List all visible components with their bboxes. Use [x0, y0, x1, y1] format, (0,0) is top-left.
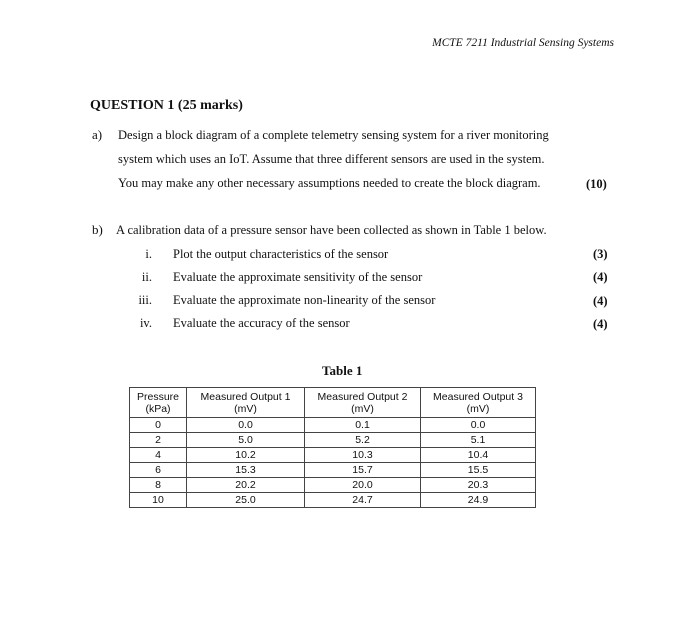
table-title: Table 1 — [322, 363, 363, 378]
part-b-item-text: Evaluate the accuracy of the sensor — [173, 316, 350, 330]
part-b-label: b) — [92, 222, 103, 237]
table-cell: 0.0 — [421, 418, 536, 433]
part-a-line-3: You may make any other necessary assumptions needed to create the block diagram. — [118, 176, 541, 190]
table-cell: 10.3 — [305, 448, 421, 463]
question-label: QUESTION 1 — [90, 98, 175, 113]
table-cell: 0.1 — [305, 418, 421, 433]
part-b-item-marks: (4) — [593, 270, 608, 284]
question-title — [90, 98, 243, 114]
header-line: Pressure — [136, 391, 179, 403]
part-b-item-text: Plot the output characteristics of the sensor — [173, 247, 389, 261]
part-b-intro: A calibration data of a pressure sensor have been collected as shown in Table 1 below. — [116, 223, 547, 237]
table-cell: 25.0 — [187, 493, 305, 508]
part-b-item-marks: (4) — [593, 294, 608, 308]
column-header-output-2 — [305, 388, 421, 418]
table-cell: 4 — [130, 448, 187, 463]
part-b-item-text: Evaluate the approximate sensitivity of the sensor — [173, 270, 423, 284]
table-cell: 5.2 — [305, 433, 421, 448]
table-cell: 0 — [130, 418, 187, 433]
table-cell: 2 — [130, 433, 187, 448]
table-row — [130, 433, 536, 448]
table-cell: 5.1 — [421, 433, 536, 448]
part-b-item-num: iv. — [139, 316, 152, 330]
table-row — [130, 448, 536, 463]
column-header-output-1 — [187, 388, 305, 418]
table-header-row — [130, 388, 536, 418]
table-row — [130, 478, 536, 493]
table-cell: 10.4 — [421, 448, 536, 463]
table-cell: 15.3 — [187, 463, 305, 478]
part-b-item-text: Evaluate the approximate non-linearity of the sensor — [173, 293, 436, 307]
header-unit: (mV) — [234, 403, 257, 415]
part-a-label: a) — [92, 127, 103, 142]
table-cell: 15.7 — [305, 463, 421, 478]
column-header-output-3 — [421, 388, 536, 418]
part-b-item-marks: (3) — [593, 247, 608, 261]
part-b-item-num: i. — [145, 247, 152, 261]
header-unit: (mV) — [466, 403, 490, 415]
table-cell: 20.0 — [305, 478, 421, 493]
header-line: Measured Output 1 — [200, 391, 291, 403]
table-cell: 20.2 — [187, 478, 305, 493]
column-header-pressure — [130, 388, 187, 418]
table-row — [130, 463, 536, 478]
part-a-line-2: system which uses an IoT. Assume that three different sensors are used in the system. — [118, 152, 545, 166]
header-line: Measured Output 2 — [317, 391, 408, 403]
table-row — [130, 493, 536, 508]
table-cell: 24.7 — [305, 493, 421, 508]
header-unit: (kPa) — [145, 403, 171, 415]
table-cell: 8 — [130, 478, 187, 493]
part-a-marks: (10) — [586, 177, 607, 191]
table-cell: 10.2 — [187, 448, 305, 463]
table-cell: 24.9 — [421, 493, 536, 508]
part-b-item-num: ii. — [141, 270, 152, 284]
header-line: Measured Output 3 — [433, 391, 523, 403]
part-a-line-1: Design a block diagram of a complete telemetry sensing system for a river monitoring — [118, 128, 549, 142]
table-cell: 20.3 — [421, 478, 536, 493]
calibration-table — [129, 387, 536, 508]
part-b-item-marks: (4) — [593, 317, 608, 331]
table-row — [130, 418, 536, 433]
question-marks: (25 marks) — [177, 98, 243, 113]
header-unit: (mV) — [351, 403, 374, 415]
table-cell: 0.0 — [187, 418, 305, 433]
course-header: MCTE 7211 Industrial Sensing Systems — [432, 37, 614, 49]
table-cell: 10 — [130, 493, 187, 508]
table-cell: 6 — [130, 463, 187, 478]
table-cell: 15.5 — [421, 463, 536, 478]
part-b-item-num: iii. — [138, 293, 152, 307]
table-cell: 5.0 — [187, 433, 305, 448]
